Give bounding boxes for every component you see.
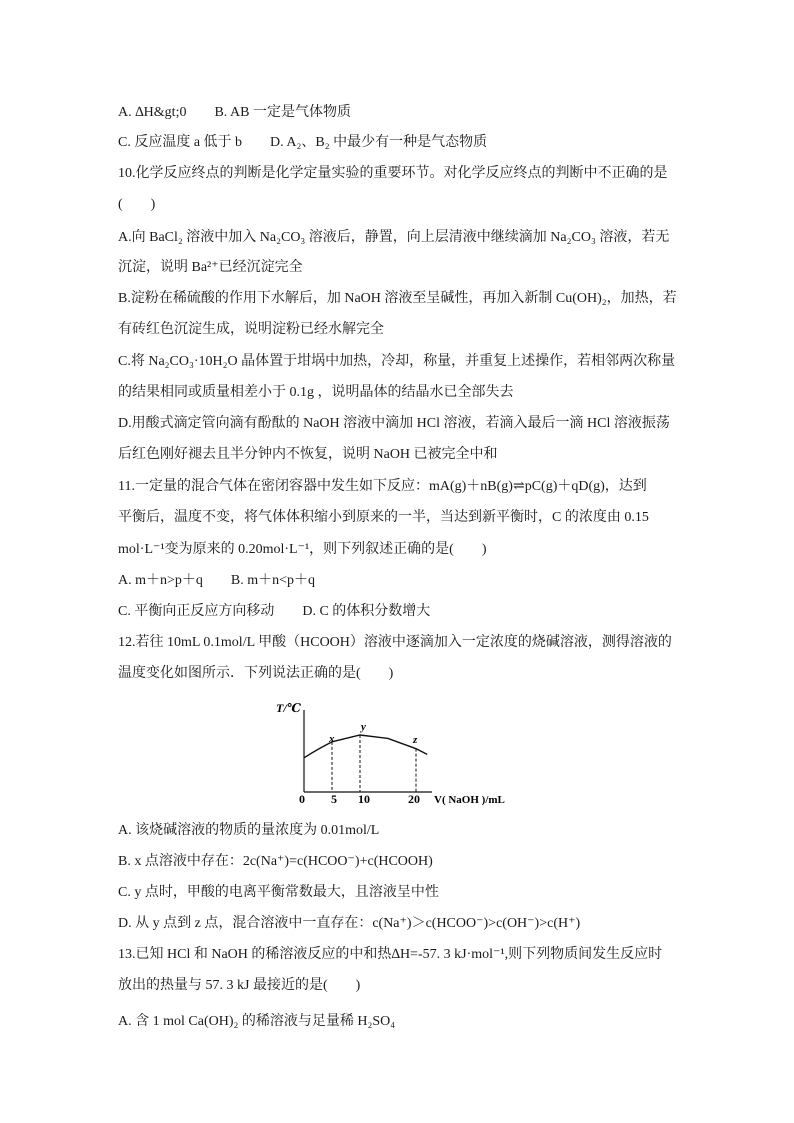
tick-label: 10 xyxy=(358,792,370,806)
text-line: 的结果相同或质量相差小于 0.1g ，说明晶体的结晶水已全部失去 xyxy=(118,385,514,400)
x-axis-label: V( NaOH )/mL xyxy=(434,794,505,806)
text-line: A. 该烧碱溶液的物质的量浓度为 0.01mol/L xyxy=(118,823,380,838)
text-line: 平衡后，温度不变，将气体体积缩小到原来的一半，当达到新平衡时，C 的浓度由 0.15 xyxy=(118,510,649,525)
text-line: 温度变化如图所示．下列说法正确的是( ) xyxy=(118,666,394,681)
text-line: C. 平衡向正反应方向移动 D. C 的体积分数增大 xyxy=(118,604,431,619)
text-line: mol·L⁻¹变为原来的 0.20mol·L⁻¹，则下列叙述正确的是( ) xyxy=(118,542,487,557)
point-label-z: z xyxy=(413,734,418,746)
text-line: 12.若往 10mL 0.1mol/L 甲酸（HCOOH）溶液中逐滴加入一定浓度的烧碱溶液，测得溶液的 xyxy=(118,635,672,650)
text-line: 11.一定量的混合气体在密闭容器中发生如下反应：mA(g)＋nB(g)⇌pC(g)＋qD(g)，达到 xyxy=(118,479,647,494)
text-line: C. 反应温度 a 低于 b D. A₂、B₂ 中最少有一种是气态物质 xyxy=(118,135,488,150)
text-line: B. x 点溶液中存在：2c(Na⁺)=c(HCOO⁻)+c(HCOOH) xyxy=(118,854,433,869)
text-line: D. 从 y 点到 z 点，混合溶液中一直存在：c(Na⁺)＞c(HCOO⁻)>c(OH⁻)>c(H⁺) xyxy=(118,916,581,931)
text-line: 有砖红色沉淀生成，说明淀粉已经水解完全 xyxy=(118,322,384,337)
text-line: C. y 点时，甲酸的电离平衡常数最大，且溶液呈中性 xyxy=(118,885,439,900)
text-line: 10.化学反应终点的判断是化学定量实验的重要环节。对化学反应终点的判断中不正确的是 xyxy=(118,166,668,181)
text-line: ( ) xyxy=(118,197,156,212)
text-line: 13.已知 HCl 和 NaOH 的稀溶液反应的中和热∆H=-57. 3 kJ·mol⁻¹,则下列物质间发生反应时 xyxy=(118,947,663,962)
text-line: A. m＋n>p＋q B. m＋n<p＋q xyxy=(118,573,316,588)
text-line: C.将 Na₂CO₃·10H₂O 晶体置于坩埚中加热，冷却，称量，并重复上述操作，若相邻两次称量 xyxy=(118,354,676,369)
text-line: 后红色刚好褪去且半分钟内不恢复，说明 NaOH 已被完全中和 xyxy=(118,447,498,462)
tick-label: 20 xyxy=(408,792,420,806)
tick-label: 5 xyxy=(331,792,337,806)
text-line: A. 含 1 mol Ca(OH)₂ 的稀溶液与足量稀 H₂SO₄ xyxy=(118,1014,396,1029)
text-line: A. ∆H&gt;0 B. AB 一定是气体物质 xyxy=(118,105,351,120)
y-axis-label: T/℃ xyxy=(276,701,302,715)
tick-label: 0 xyxy=(299,792,305,806)
point-label-x: x xyxy=(329,733,335,745)
point-label-y: y xyxy=(361,721,366,733)
text-line: 沉淀，说明 Ba²⁺已经沉淀完全 xyxy=(118,260,303,275)
temperature-graph xyxy=(272,692,522,812)
text-line: D.用酸式滴定管向滴有酚酞的 NaOH 溶液中滴加 HCl 溶液，若滴入最后一滴 HCl 溶液振荡 xyxy=(118,416,670,431)
temperature-curve xyxy=(304,735,427,758)
text-line: A.向 BaCl₂ 溶液中加入 Na₂CO₃ 溶液后，静置，向上层清液中继续滴加 Na₂CO₃ 溶液，若无 xyxy=(118,230,670,245)
text-line: B.淀粉在稀硫酸的作用下水解后，加 NaOH 溶液至呈碱性，再加入新制 Cu(OH)₂，加热，若 xyxy=(118,291,677,306)
text-line: 放出的热量与 57. 3 kJ 最接近的是( ) xyxy=(118,978,361,993)
